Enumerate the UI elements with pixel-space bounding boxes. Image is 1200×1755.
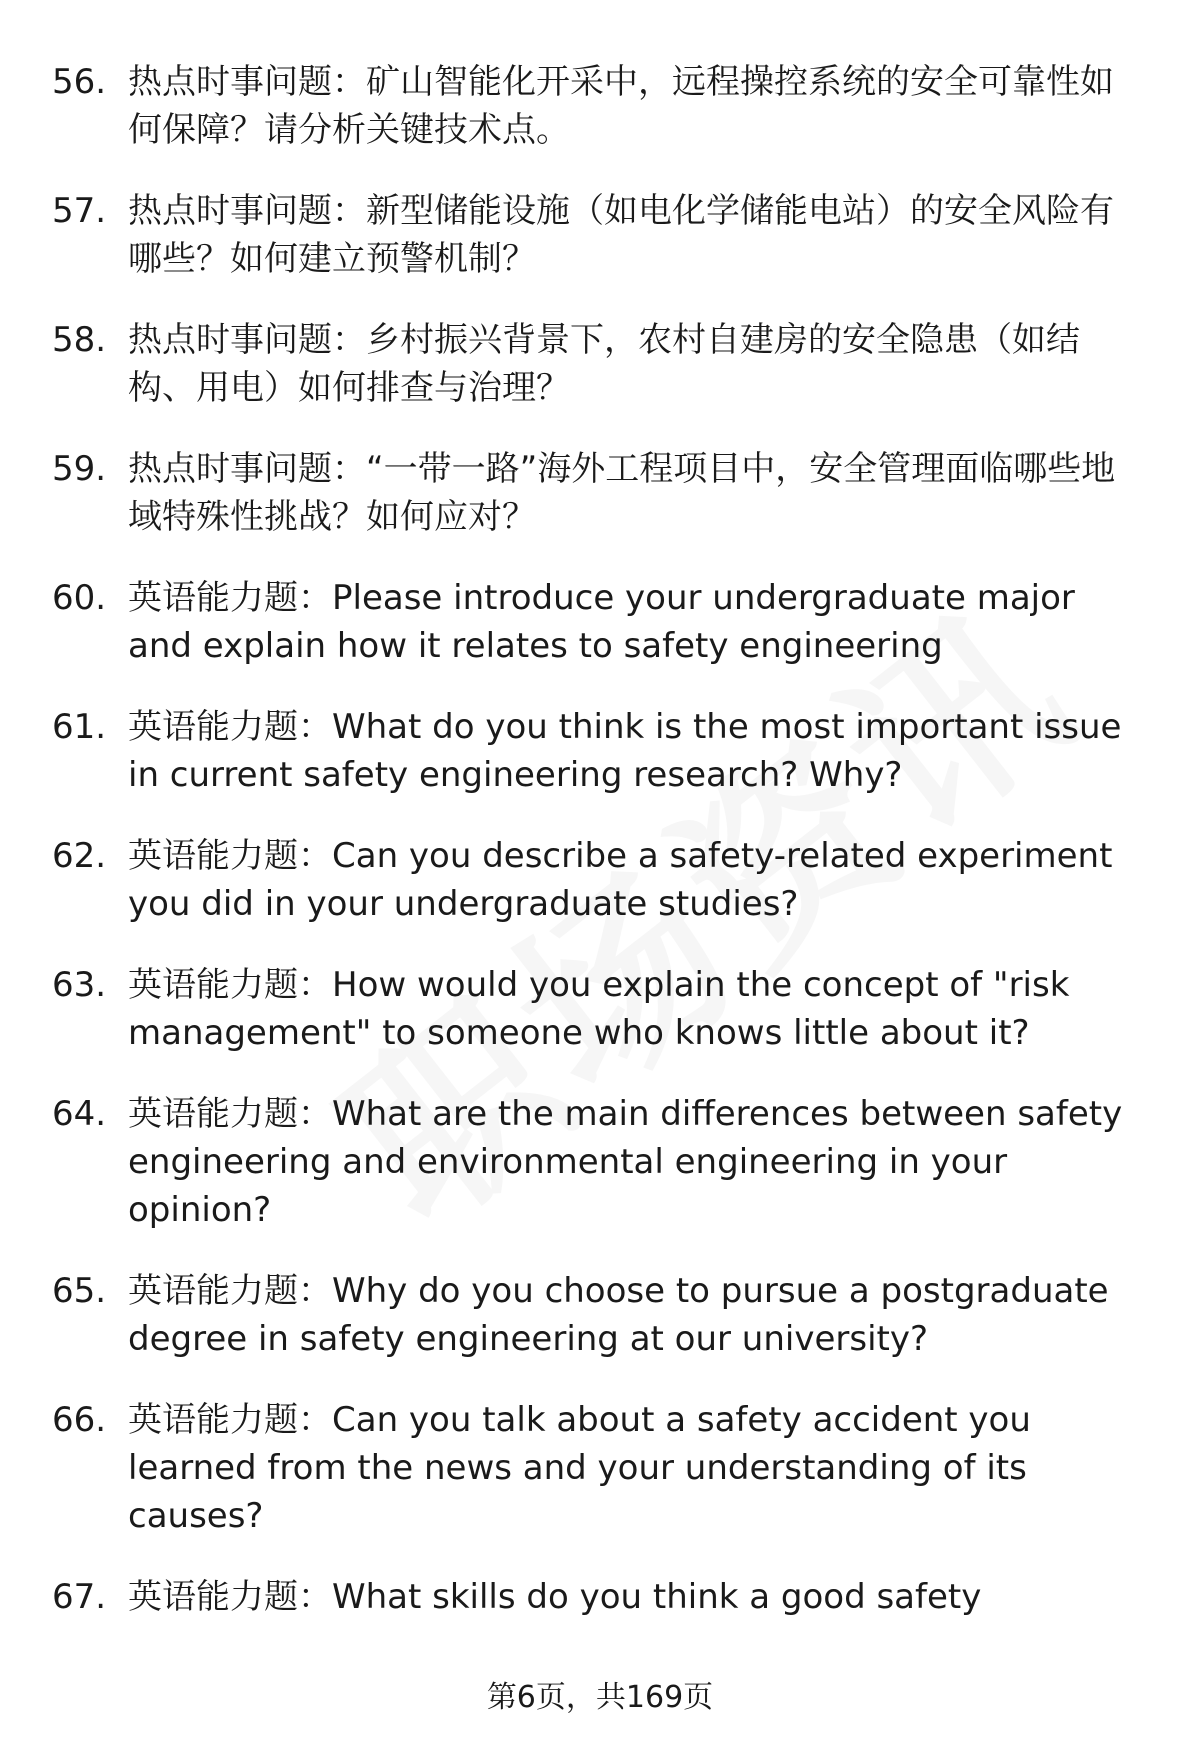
question-number: 56. (52, 62, 107, 102)
question-body (128, 832, 1140, 928)
question-text: What skills do you think a good safety (332, 1577, 982, 1617)
list-item (52, 445, 1140, 541)
question-number: 61. (52, 707, 107, 747)
question-category: 热点时事问题： (128, 320, 366, 360)
question-number: 64. (52, 1094, 107, 1134)
question-category: 英语能力题： (128, 1271, 332, 1311)
list-item (52, 316, 1140, 412)
list-item (52, 187, 1140, 283)
question-text: Please introduce your undergraduate major and explain how it relates to safety engineering (128, 578, 1075, 666)
question-text: What do you think is the most important issue in current safety engineering research? Why? (128, 707, 1122, 795)
question-category: 英语能力题： (128, 1400, 332, 1440)
question-category: 英语能力题： (128, 1094, 332, 1134)
question-body (128, 1573, 1140, 1621)
question-text: 乡村振兴背景下，农村自建房的安全隐患（如结构、用电）如何排查与治理？ (128, 320, 1080, 408)
question-category: 英语能力题： (128, 578, 332, 618)
question-number: 63. (52, 965, 107, 1005)
list-item (52, 832, 1140, 928)
list-item (52, 1573, 1140, 1621)
list-item (52, 1267, 1140, 1363)
question-category: 热点时事问题： (128, 62, 366, 102)
question-number: 66. (52, 1400, 107, 1440)
question-body (128, 445, 1140, 541)
question-body (128, 703, 1140, 799)
list-item (52, 58, 1140, 154)
question-body (128, 961, 1140, 1057)
question-body (128, 1396, 1140, 1540)
question-category: 英语能力题： (128, 707, 332, 747)
question-number: 57. (52, 191, 107, 231)
question-body (128, 574, 1140, 670)
question-category: 热点时事问题： (128, 191, 366, 231)
question-number: 67. (52, 1577, 107, 1617)
question-text: What are the main differences between safety engineering and environmental engineering in your opinion? (128, 1094, 1123, 1230)
list-item (52, 703, 1140, 799)
page-footer (0, 1678, 1200, 1718)
page-number-label: 第6页，共169页 (486, 1680, 714, 1715)
question-category: 英语能力题： (128, 1577, 332, 1617)
question-number: 60. (52, 578, 107, 618)
question-text: Why do you choose to pursue a postgraduate degree in safety engineering at our university? (128, 1271, 1109, 1359)
question-category: 英语能力题： (128, 965, 332, 1005)
question-number: 62. (52, 836, 107, 876)
list-item (52, 1090, 1140, 1234)
question-list (52, 58, 1140, 1621)
question-category: 英语能力题： (128, 836, 332, 876)
question-number: 59. (52, 449, 107, 489)
list-item (52, 1396, 1140, 1540)
question-text: 矿山智能化开采中，远程操控系统的安全可靠性如何保障？请分析关键技术点。 (128, 62, 1114, 150)
question-body (128, 316, 1140, 412)
list-item (52, 574, 1140, 670)
question-text: Can you talk about a safety accident you learned from the news and your understanding of its causes? (128, 1400, 1031, 1536)
question-body (128, 187, 1140, 283)
question-text: Can you describe a safety-related experiment you did in your undergraduate studies? (128, 836, 1113, 924)
question-body (128, 58, 1140, 154)
list-item (52, 961, 1140, 1057)
question-number: 58. (52, 320, 107, 360)
question-text: “一带一路”海外工程项目中，安全管理面临哪些地域特殊性挑战？如何应对？ (128, 449, 1116, 537)
question-text: How would you explain the concept of "risk management" to someone who knows little about it? (128, 965, 1070, 1053)
question-number: 65. (52, 1271, 107, 1311)
question-text: 新型储能设施（如电化学储能电站）的安全风险有哪些？如何建立预警机制？ (128, 191, 1114, 279)
question-body (128, 1267, 1140, 1363)
question-body (128, 1090, 1140, 1234)
question-category: 热点时事问题： (128, 449, 366, 489)
